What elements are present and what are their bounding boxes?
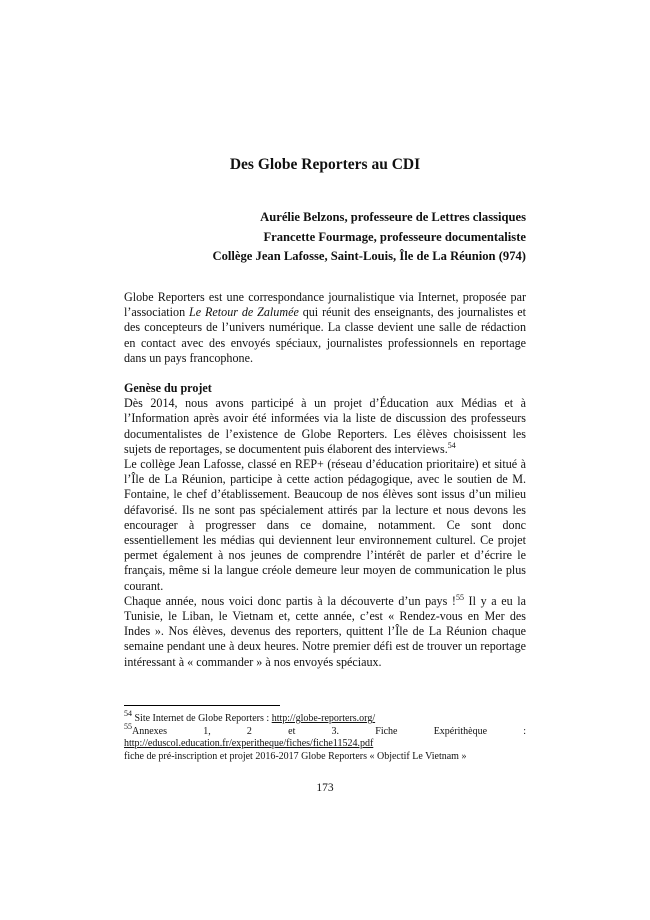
footnote-ref-55[interactable]: 55 <box>455 592 464 602</box>
association-name: Le Retour de Zalumée <box>189 305 299 320</box>
article-body <box>124 290 526 670</box>
author-line-1: Aurélie Belzons, professeure de Lettres classiques <box>260 210 526 224</box>
globe-reporters-link[interactable]: http://globe-reporters.org/ <box>271 713 376 724</box>
paragraph-1: Dès 2014, nous avons participé à un projet d’Éducation aux Médias et à l’Information après avoir été informées via la liste de discussion des professeurs documentalistes de l’existence de Globe Reporters. Les élèves choisissent les sujets de reportages, se documentent puis élaborent des interviews.$^{54}$ <box>124 396 526 456</box>
article-title: Des Globe Reporters au CDI <box>229 156 421 173</box>
author-line-2: Francette Fourmage, professeure documentaliste <box>263 229 526 244</box>
school-line: Collège Jean Lafosse, Saint-Louis, Île de La Réunion (974) <box>212 249 526 263</box>
intro-paragraph: Globe Reporters est une correspondance journalistique via Internet, proposée par l’association Le Retour de Zalumée qui réunit des enseignants, des journalistes et des concepteurs de l’univers numérique. La classe devient une salle de rédaction en contact avec des envoyés spéciaux, journalistes professionnels en reportage dans un pays francophone. <box>124 290 526 365</box>
section-heading: Genèse du projet <box>124 381 212 396</box>
experitheque-link[interactable]: http://eduscol.education.fr/experitheque/fiches/fiche11524.pdf <box>124 738 374 750</box>
footnote-ref-54[interactable]: 54 <box>447 440 456 450</box>
footnote-55-continued: fiche de pré-inscription et projet 2016-2017 Globe Reporters « Objectif Le Vietnam » <box>124 750 467 762</box>
footnote-separator <box>124 705 280 706</box>
paragraph-2: Le collège Jean Lafosse, classé en REP+ (réseau d’éducation prioritaire) et situé à l’Île de La Réunion, participe à cette action pédagogique, avec le soutien de M. Fontaine, le chef d’établissement. Beaucoup de nos élèves sont issus d’un milieu défavorisé. Ils ne sont pas spécialement attirés par la lecture et nous devons les encourager à progresser dans ce domaine, notamment. Ce sont donc essentiellement les médias qui deviennent leur environnement culturel. Ce projet permet également à nos jeunes de comprendre l’intérêt de parler et d’écrire le français, même si la langue créole demeure leur moyen de communication le plus courant. <box>124 457 526 593</box>
footnotes <box>124 709 526 763</box>
footnote-54: $^{54}$ Site Internet de Globe Reporters : http://globe-reporters.org/ <box>124 709 376 724</box>
footnote-55: $^{55}$Annexes 1, 2 et 3. Fiche Expérithèque : http://eduscol.education.fr/experitheque/fiches/fiche11524.pdf <box>124 721 526 750</box>
paragraph-3: Chaque année, nous voici donc partis à la découverte d’un pays !$^{55}$ Il y a eu la Tunisie, le Liban, le Vietnam et, cette année, c’est « Rendez-vous en Mer des Indes ». Nos élèves, devenus des reporters, quittent l’Île de La Réunion chaque semaine pendant une à deux heures. Notre premier défi est de trouver un reportage intéressant à « commander » à nos envoyés spéciaux. <box>124 592 526 669</box>
page-number: 173 <box>316 782 334 794</box>
author-block <box>124 208 526 267</box>
